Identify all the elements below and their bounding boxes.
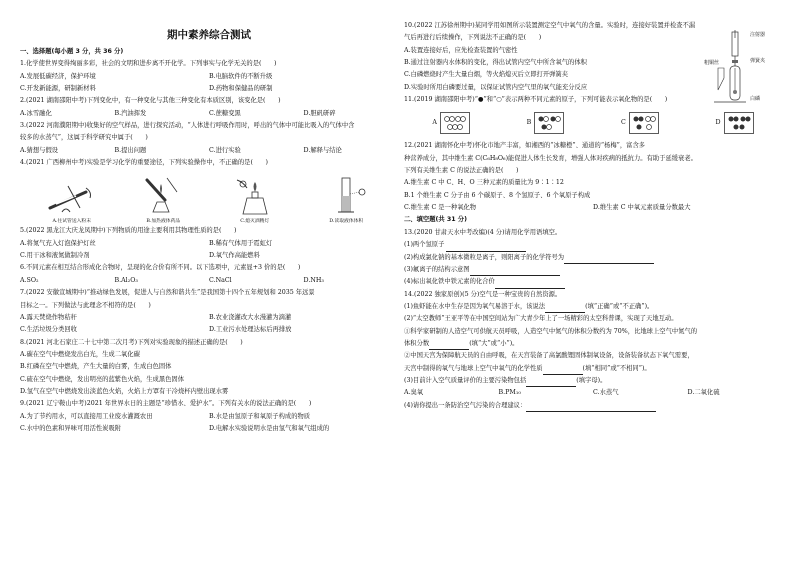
question-3-line-1: 3.(2022 河南濮阳期中)收集好的空气样品，进行探究活动，“人体进行呼吸作用时，呼出的气体中可能比吸入的气体中含 [20, 122, 355, 130]
option[interactable]: C.开发新能源，研制新材料 [20, 85, 96, 93]
answer-blank[interactable] [526, 402, 656, 412]
question-12-line-1: 12.(2021 湖南怀化中考)怀化市地产丰富，如湘西的“冰糖橙”、通道的“杨梅”，富含多 [404, 142, 646, 150]
page-title: 期中素养综合测试 [167, 29, 251, 41]
question-7-line-1: 7.(2022 安徽宣城期中)“推动绿色发展，促进人与自然和谐共生”是我国第十四个五年规划和 2035 年远景 [20, 289, 315, 297]
question-7-options [20, 312, 398, 337]
question-14-options [404, 387, 782, 399]
option[interactable]: B.红磷在空气中燃烧，产生大量的白雾，生成白色固体 [20, 363, 172, 371]
option[interactable]: D.氧气作高能燃料 [209, 252, 260, 260]
option[interactable]: C.硫在空气中燃烧，发出明亮的蓝紫色火焰，生成黑色固体 [20, 375, 185, 383]
question-13-item-3: (3)氟离子的结构示意图 [404, 264, 782, 276]
answer-blank[interactable] [429, 340, 469, 350]
option[interactable]: C.用干冰和液氮做制冷剂 [20, 252, 90, 260]
option[interactable]: A.臭氧 [404, 389, 424, 397]
option[interactable]: A.碳在空气中燃烧发出白光，生成二氧化碳 [20, 350, 140, 358]
option-b[interactable]: B [527, 112, 565, 134]
question-9: 9.(2021 辽宁鞍山中考)2021 年世界水日的主题是“珍惜水、爱护水”。下列有关水的说法正确的是( ) [20, 400, 312, 408]
label-syringe: 注射器 [750, 32, 766, 38]
option[interactable]: A.发展低碳经济，保护环境 [20, 72, 96, 80]
question-9-options [20, 411, 398, 436]
syringe-apparatus-icon [710, 30, 780, 110]
question-12-options-cd [404, 202, 782, 214]
right-column [404, 20, 782, 412]
graduated-cylinder-icon [320, 174, 372, 218]
option[interactable]: A.装置连接好后，应先检查装置的气密性 [404, 46, 518, 54]
option[interactable]: D.解释与结论 [303, 146, 342, 154]
option[interactable]: A.维生素 C 中 C、H、O 三种元素的质量比为 9∶1∶12 [404, 179, 564, 187]
option-d[interactable]: D [716, 112, 754, 134]
option[interactable]: A.冰雪融化 [20, 109, 52, 117]
molecule-diagram-a [440, 112, 470, 134]
option[interactable]: D.氢气在空气中燃烧发出淡蓝色火焰，火焰上方罩有干冷烧杯内壁出现水雾 [20, 387, 229, 395]
option[interactable]: C.维生素 C 是一种氧化物 [404, 204, 477, 212]
option[interactable]: C.蔗糖变黑 [209, 109, 241, 117]
option[interactable]: D.维生素 C 中氧元素质量分数最大 [593, 204, 691, 212]
question-13: 13.(2020 甘肃天水中考改编)(4 分)请用化学用语填空。 [404, 228, 562, 236]
option[interactable]: B.PM₁₀ [498, 389, 521, 397]
option[interactable]: D.工业污水处理达标后再排放 [209, 326, 292, 334]
option[interactable]: B.通过注射器内水体积的变化，得出试管内空气中所含氧气的体积 [404, 59, 587, 67]
question-14-item-4: (4)请你提出一条防治空气污染的合理建议： [404, 400, 782, 412]
heating-liquid-icon [137, 174, 189, 218]
question-14-item-2b-cont: 天宫中制得的氧气与地球上空气中氧气的化学性质 (填“相同”或“不相同”)。 [404, 363, 782, 375]
question-11: 11.(2019 湖南邵阳中考)“●”和“○”表示两种不同元素的原子，下列可能表示氧化物的是( ) [404, 96, 668, 104]
option[interactable]: D.二氧化硫 [687, 389, 720, 397]
question-12-line-3: 下列有关维生素 C 的说法正确的是( ) [404, 167, 519, 175]
option[interactable]: B.提出问题 [114, 146, 147, 154]
option[interactable]: C.白磷燃烧时产生大量白烟，等火焰熄灭后立即打开弹簧夹 [404, 71, 569, 79]
option[interactable]: D.药物和保健品的研制 [209, 85, 273, 93]
question-5-options [20, 238, 398, 263]
option[interactable]: D.NH₃ [303, 276, 324, 284]
option[interactable]: A.猜想与假设 [20, 146, 59, 154]
left-column [20, 20, 398, 435]
question-2: 2.(2021 湖南邵阳中考)下列变化中，有一种变化与其他三种变化有本质区别，该变化是( ) [20, 97, 281, 105]
question-8: 8.(2021 河北石家庄二十七中第二次月考)下列对实验现象的描述正确的是( ) [20, 338, 243, 346]
question-6-options [20, 275, 398, 287]
option[interactable]: C.进行实验 [209, 146, 241, 154]
answer-blank[interactable] [470, 266, 560, 276]
section-fill-heading: 二、填空题(共 31 分) [404, 216, 467, 224]
molecule-diagram-b [534, 112, 564, 134]
question-14-item-2: (2)“太空教师”王亚平等在中国空间站为广大青少年上了一场精彩的太空科普课，实现了天地互动。 [404, 315, 678, 323]
figure-d[interactable]: D.读取液体体积 [320, 174, 372, 225]
question-1-options [20, 71, 398, 96]
option[interactable]: A.SO₂ [20, 276, 39, 284]
option[interactable]: B.电脑软件的不断升级 [209, 72, 273, 80]
question-13-item-1: (1)两个氢原子 [404, 239, 782, 251]
label-copper-wire: 粗铜丝 [704, 60, 720, 66]
question-3-line-2: 较多的水蒸气”，这属于科学研究中属于( ) [20, 134, 148, 142]
option[interactable]: D.实验时所用白磷要过量，以保证试管内空气里的氧气能充分反应 [404, 83, 588, 91]
question-5: 5.(2022 黑龙江大庆龙凤期中)下列物质的用途主要利用其物理性质的是( ) [20, 227, 237, 235]
answer-blank[interactable] [545, 303, 585, 313]
option[interactable]: C.水中的色素和异味可用活性炭吸附 [20, 424, 122, 432]
question-14: 14.(2022 独家原创)(5 分)空气是一种宝贵的自然资源。 [404, 290, 562, 298]
option-c[interactable]: C [621, 112, 659, 134]
question-6: 6.不同元素在相互结合形成化合物时，呈现的化合价有所不同。以下选项中，元素显+3 价的是( ) [20, 264, 301, 272]
option[interactable]: B.1 个维生素 C 分子由 6 个碳原子、8 个氢原子、6 个氧原子构成 [404, 191, 591, 199]
figure-a[interactable]: A.往试管送入粉末 [46, 178, 98, 225]
answer-blank[interactable] [564, 254, 654, 264]
question-14-item-2a-cont: 体积分数 (填“大”或“小”)。 [404, 338, 782, 350]
test-tube-powder-icon [46, 178, 98, 218]
option[interactable]: D.胆矾研碎 [303, 109, 336, 117]
label-white-phosphorus: 白磷 [750, 96, 761, 102]
question-14-item-3: (3)目前计入空气质量评价的主要污染物包括 (填字母)。 [404, 375, 782, 387]
option[interactable]: B.汽油挥发 [114, 109, 147, 117]
option[interactable]: B.Al₂O₃ [114, 276, 138, 284]
option[interactable]: B.农业浇灌改大水漫灌为滴灌 [209, 313, 292, 321]
answer-blank[interactable] [495, 279, 565, 289]
figure-b[interactable]: B.加热液体药品 [137, 174, 189, 225]
option[interactable]: C.生活垃圾分类回收 [20, 326, 77, 334]
label-clamp: 弹簧夹 [750, 58, 766, 64]
option[interactable]: C.水蒸气 [593, 389, 619, 397]
option[interactable]: B.稀有气体用于霓虹灯 [209, 239, 273, 247]
section-choice-heading: 一、选择题(每小题 3 分，共 36 分) [20, 48, 124, 55]
alcohol-lamp-icon [229, 174, 281, 218]
question-2-options [20, 108, 398, 120]
option[interactable]: A.为了节约用水，可以直接用工业废水灌溉农田 [20, 412, 153, 420]
question-4-figures [20, 169, 398, 225]
question-14-item-2b: ②中国天宫为保障航天员的自由呼吸，在天宫装备了高氯酸锂固体制氧设备，设备装备状态下氧气需要， [404, 352, 694, 360]
question-13-item-2: (2)构成氯化钠的基本微粒是离子，则阳离子的化学符号为 [404, 252, 782, 264]
question-3-options [20, 145, 398, 157]
question-14-item-2a: ①科学家研制的人造空气可供航天员呼吸，人造空气中氮气的体积分数约为 70%，比地球上空气中氮气的 [404, 327, 698, 335]
question-13-item-4: (4)标出氧化铁中铁元素的化合价 [404, 276, 782, 288]
question-10-line-2: 气后再进行后续操作，下列说法不正确的是( ) [404, 34, 542, 42]
question-1: 1.化学使世界变得绚丽多彩，社会的文明和进步离不开化学。下列事实与化学无关的是( ) [20, 60, 277, 68]
figure-c[interactable]: C.熄灭酒精灯 [229, 174, 281, 225]
option[interactable]: A.露天焚烧作物秸秆 [20, 313, 77, 321]
q10-apparatus-figure [704, 30, 780, 122]
question-7-line-2: 目标之一。下列做法与此理念不相符的是( ) [20, 301, 151, 309]
option-a[interactable]: A [432, 112, 470, 134]
option[interactable]: C.NaCl [209, 276, 232, 284]
molecule-diagram-c [629, 112, 659, 134]
answer-blank[interactable] [446, 242, 526, 252]
answer-blank[interactable] [526, 377, 576, 387]
question-14-item-1: (1)鱼虾能在水中生存是因为氧气易溶于水，该说法 (填“正确”或“不正确”)。 [404, 301, 782, 313]
question-10-line-1: 10.(2022 江苏徐州期中)某同学用如图所示装置测定空气中氧气的含量。实验时，连接好装置并检查不漏 [404, 22, 696, 29]
question-12-line-2: 种营养成分，其中维生素 C(C₆H₈O₆)能促进人体生长发育，增强人体对疾病的抵抗力。有助于延缓衰老。 [404, 154, 697, 162]
answer-blank[interactable] [543, 365, 583, 375]
question-4: 4.(2021 广西柳州中考)实验是学习化学的重要途径，下列实验操作中，不正确的是( ) [20, 159, 268, 167]
option[interactable]: D.电解水实验说明水是由氢气和氧气组成的 [209, 424, 330, 432]
option[interactable]: B.水是由氢原子和氧原子构成的物质 [209, 412, 311, 420]
option[interactable]: A.将氮气充入灯泡保护灯丝 [20, 239, 96, 247]
